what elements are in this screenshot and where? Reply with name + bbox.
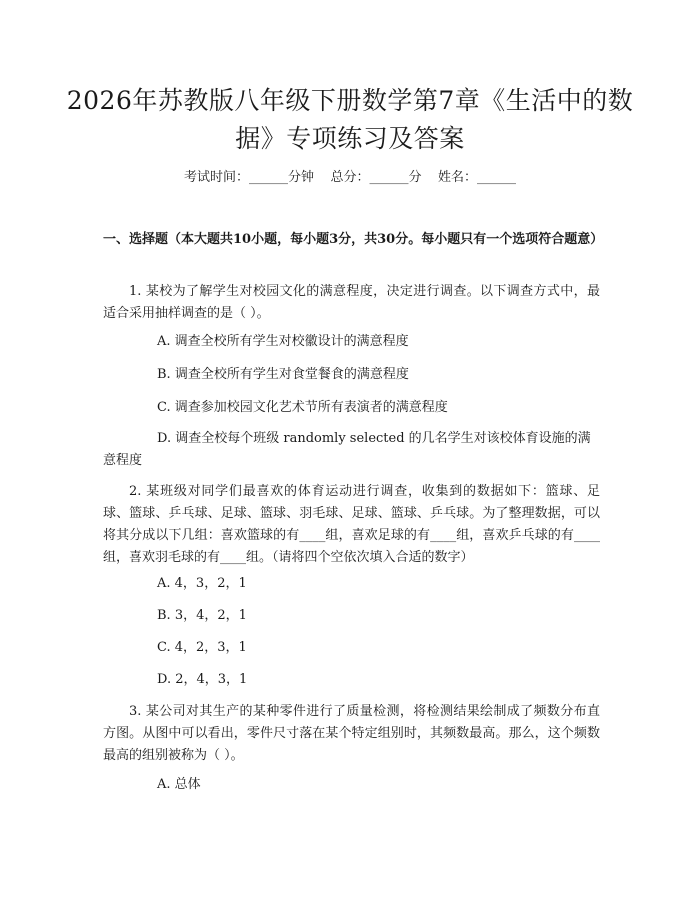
question-1-option-b: B. 调查全校所有学生对食堂餐食的满意程度 [157, 367, 409, 382]
question-1-option-a: A. 调查全校所有学生对校徽设计的满意程度 [157, 334, 409, 349]
section-heading: 一、选择题（本大题共10小题，每小题3分，共30分。每小题只有一个选项符合题意） [103, 232, 604, 247]
document-title: 2026年苏教版八年级下册数学第7章《生活中的数据》专项练习及答案 [66, 86, 634, 153]
question-2-stem: 2. 某班级对同学们最喜欢的体育运动进行调查，收集到的数据如下：篮球、足球、篮球、乒乓球、足球、篮球、羽毛球、足球、篮球、乒乓球。为了整理数据，可以将其分成以下几组：喜欢篮球的有____组，喜欢足球的有____组，喜欢乒乓球的有____组，喜欢羽毛球的有____组。（请将四个空依次填入合适的数字） [103, 484, 600, 565]
exam-info-line: 考试时间：______分钟 总分：______分 姓名：______ [183, 170, 517, 185]
question-1-option-d: D. 调查全校每个班级 randomly selected 的几名学生对该校体育设施的满意程度 [103, 431, 591, 468]
question-2-option-d: D. 2，4，3，1 [157, 672, 248, 687]
question-2-option-a: A. 4，3，2，1 [157, 576, 247, 591]
question-2-option-c: C. 4，2，3，1 [157, 640, 247, 655]
question-3-stem: 3. 某公司对其生产的某种零件进行了质量检测，将检测结果绘制成了频数分布直方图。从图中可以看出，零件尺寸落在某个特定组别时，其频数最高。那么，这个频数最高的组别被称为（ ）。 [103, 704, 600, 763]
question-3-option-a: A. 总体 [157, 777, 201, 792]
question-2-option-b: B. 3，4，2，1 [157, 608, 247, 623]
question-1-option-c: C. 调查参加校园文化艺术节所有表演者的满意程度 [157, 400, 448, 415]
question-1-stem: 1. 某校为了解学生对校园文化的满意程度，决定进行调查。以下调查方式中，最适合采用抽样调查的是（ ）。 [103, 284, 600, 321]
